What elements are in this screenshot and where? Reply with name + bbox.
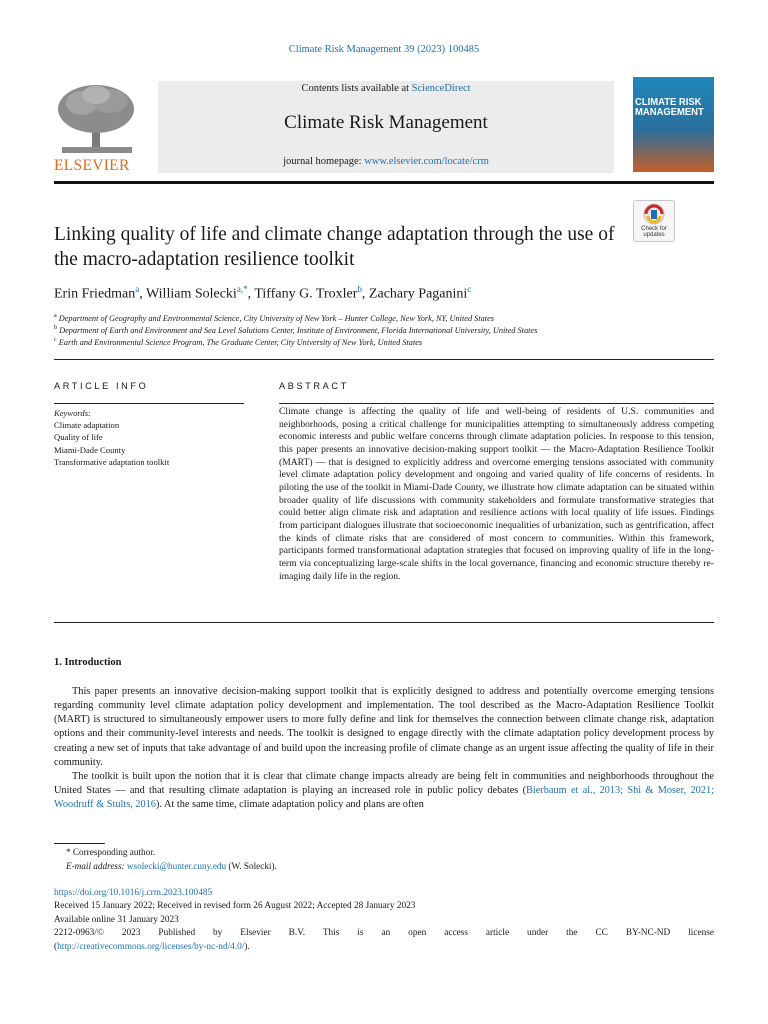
keywords-block [54, 407, 244, 468]
keyword: Transformative adaptation toolkit [54, 456, 170, 467]
affiliation [54, 313, 714, 323]
cover-title: CLIMATE RISK MANAGEMENT [635, 96, 704, 118]
author-separator: , [139, 286, 147, 302]
affiliation [54, 337, 714, 347]
footnotes [54, 846, 714, 873]
tree-icon [52, 81, 142, 155]
affiliation-mark: a [54, 313, 57, 319]
author[interactable]: Erin Friedman [54, 286, 136, 302]
contents-line [158, 83, 614, 94]
paragraph-text: The toolkit is built upon the notion that it is clear that climate change impacts already are being felt in communities and neighborhoods throughout the United States — and that resulting climate adaptation is playing an increased role in public policy debates ( [54, 770, 714, 797]
paragraph-text: ). At the same time, climate adaptation policy and plans are often [155, 799, 424, 811]
journal-banner [158, 81, 614, 173]
abstract-text: Climate change is affecting the quality of life and well-being of residents of U.S. communities and neighborhoods, posing a critical challenge for municipalities attempting to simultaneously address competing economic interests and public welfare concerns through climate adaptation policies. In response to this tension, this paper presents an innovative decision-making support toolkit — the Macro-Adaptation Resilience Toolkit (MART) — that is designed to explicitly address and overcome emerging tensions associated with community level climate adaptation policy development and ongoing and varied quality of life concerns of residents. In piloting the use of the toolkit in Miami-Dade County, we illustrate how climate adaptation can be situated within broader quality of life discussions with community stakeholders and formulate transformative strategies that could better align climate risk and adaptation and resilience actions with local quality of life issues. Findings from participant dialogues illustrate that socioeconomic inequalities of urbanization, such as gentrification, affect the kinds of climate risks that are considered of most concern to communities. Within this framework, participants formed transformational adaptation strategies that focused on improving quality of life in the long-term via conceptualizing large-scale shifts in the local governance, financing and economic structure thereby re-imaging daily life in the region. [279, 406, 714, 582]
received-dates: Received 15 January 2022; Received in revised form 26 August 2022; Accepted 28 January 2023 [54, 901, 416, 912]
author-affiliation-mark[interactable]: a [135, 284, 140, 294]
introduction-heading: 1. Introduction [54, 657, 122, 668]
doi-link[interactable]: https://doi.org/10.1016/j.crm.2023.100485 [54, 888, 213, 898]
email-label: E-mail address: [66, 860, 127, 871]
email-note [54, 860, 714, 874]
author-list [54, 284, 674, 303]
footnote-divider [54, 843, 105, 844]
author[interactable]: Zachary Paganini [368, 286, 468, 302]
abstract-heading: ABSTRACT [279, 381, 349, 391]
author-separator: , [361, 286, 369, 302]
affiliation-mark: b [54, 325, 57, 331]
journal-cover[interactable] [633, 77, 714, 172]
paragraph: This paper presents an innovative decision-making support toolkit that is explicitly designed to address and potentially overcome emerging tensions regarding community level climate adaptation policy development and implementation. The tool described as the Macro-Adaptation Resilience Toolkit (MART) is structured to simultaneously empower users to more fully define and link for themselves the connection between climate change risk, adaptation options and their community-level interests and needs. The toolkit is designed to engage directly with the climate adaptation policy development process by creating a new set of inputs that take advantage of and build upon the increasing profile of climate change as an urgent issue affecting the quality of life in their community. [54, 686, 714, 768]
author-affiliation-mark[interactable]: a,* [236, 284, 248, 294]
license-paren: ). [244, 941, 250, 952]
homepage-prefix: journal homepage: [283, 156, 365, 167]
author[interactable]: Tiffany G. Troxler [254, 286, 358, 302]
keyword: Climate adaptation [54, 420, 120, 431]
elsevier-logo [52, 81, 142, 175]
citation-link[interactable]: Bierbaum et al., 2013; Shi & Moser, 2021; Woodruff & Stults, 2016 [54, 785, 714, 811]
introduction-body [54, 685, 714, 812]
check-updates-label: Check for updates [641, 226, 667, 238]
contents-prefix: Contents lists available at [301, 83, 412, 94]
license-url-line [54, 941, 714, 954]
sciencedirect-link[interactable]: ScienceDirect [411, 83, 471, 94]
affiliation [54, 325, 714, 335]
abstract-rule [279, 403, 714, 404]
check-for-updates-button[interactable] [633, 200, 675, 242]
author-separator: , [247, 286, 255, 302]
elsevier-wordmark: ELSEVIER [54, 157, 130, 174]
paragraph [54, 770, 714, 812]
available-online: Available online 31 January 2023 [54, 914, 179, 925]
author-affiliation-mark[interactable]: c [467, 284, 472, 294]
affiliation-mark: c [54, 337, 57, 343]
affiliation-text: Department of Earth and Environment and Sea Level Solutions Center, Institute of Environment, Florida International University, United States [59, 325, 538, 335]
author[interactable]: William Solecki [146, 286, 237, 302]
check-updates-icon [634, 202, 674, 226]
abstract-bottom-divider [54, 622, 714, 623]
publication-info [54, 887, 714, 954]
license-paren: ( [54, 941, 58, 952]
license-statement: 2212-0963/© 2023 Published by Elsevier B.V. This is an open access article under the CC BY-NC-ND license [54, 928, 714, 939]
journal-homepage-link[interactable]: www.elsevier.com/locate/crm [364, 156, 489, 167]
email-suffix: (W. Solecki). [226, 860, 277, 871]
affiliation-text: Department of Geography and Environmental Science, City University of New York – Hunter College, New York, NY, United States [58, 313, 494, 323]
journal-title: Climate Risk Management [284, 112, 488, 133]
license-link[interactable]: http://creativecommons.org/licenses/by-nc-nd/4.0/ [57, 941, 245, 952]
keyword: Miami-Dade County [54, 444, 126, 455]
keywords-label: Keywords: [54, 408, 91, 418]
article-info-rule [54, 403, 244, 404]
email-link[interactable]: wsolecki@hunter.cuny.edu [126, 860, 227, 871]
affiliation-text: Earth and Environmental Science Program, The Graduate Center, City University of New York, United States [58, 337, 423, 347]
keyword: Quality of life [54, 432, 103, 443]
author-affiliation-mark[interactable]: b [357, 284, 362, 294]
homepage-line [158, 156, 614, 167]
article-title: Linking quality of life and climate change adaptation through the use of the macro-adaptation resilience toolkit [54, 224, 615, 270]
affiliations-divider [54, 359, 714, 360]
header-divider [54, 181, 714, 184]
journal-reference[interactable]: Climate Risk Management 39 (2023) 100485 [288, 44, 480, 55]
article-info-heading: ARTICLE INFO [54, 381, 149, 391]
corresponding-author-note: * Corresponding author. [66, 847, 156, 857]
